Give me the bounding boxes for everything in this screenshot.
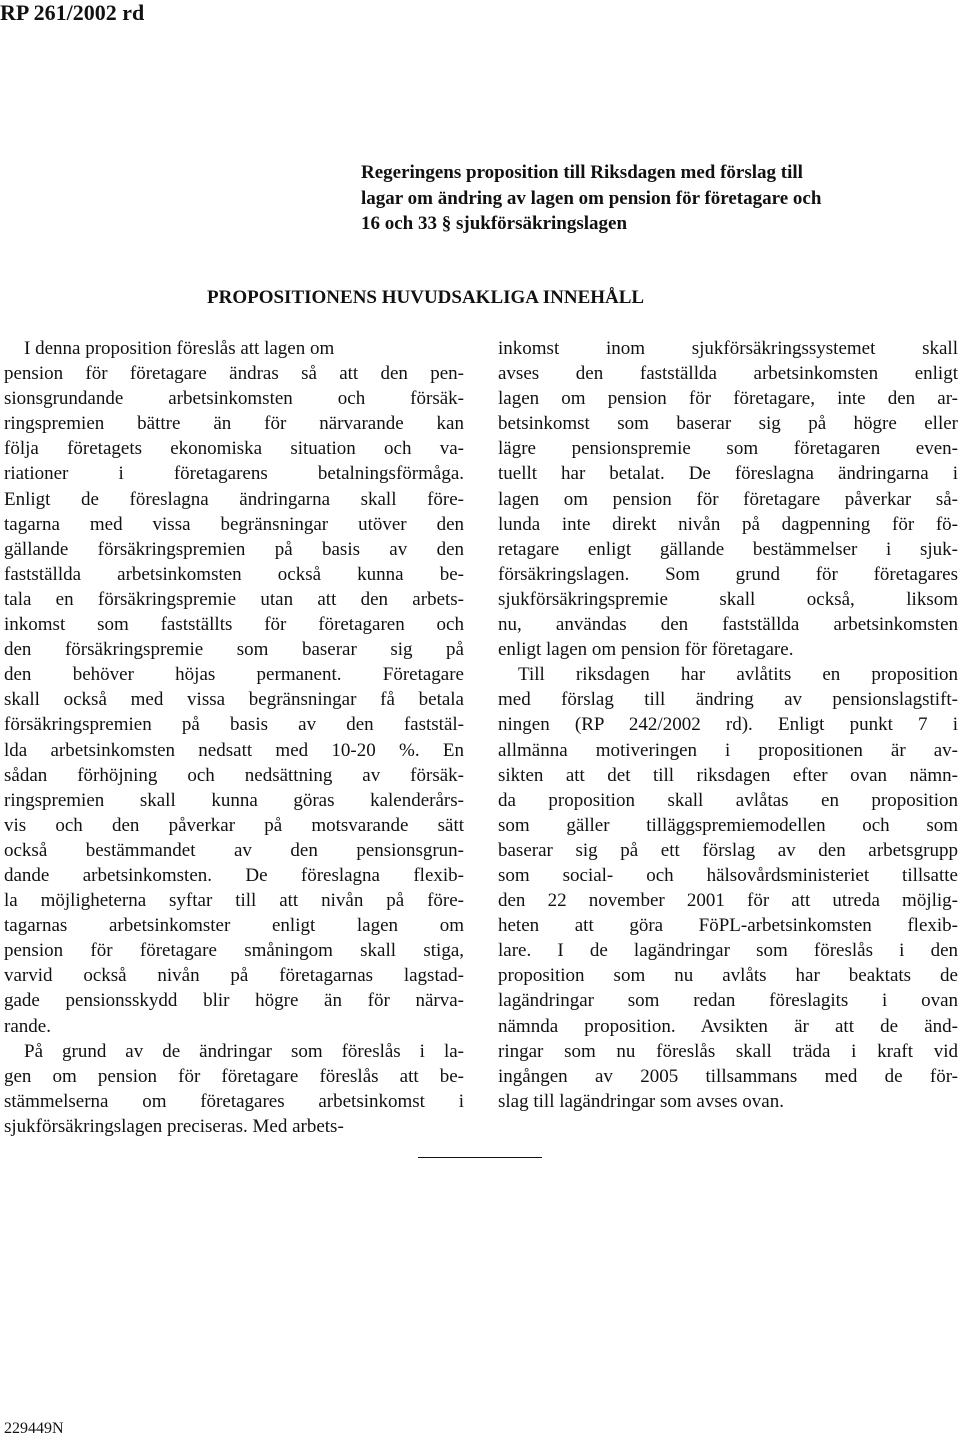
- text-line: ingången av 2005 tillsammans med de för-: [498, 1065, 958, 1087]
- text-line: Enligt de föreslagna ändringarna skall före-: [4, 488, 464, 510]
- text-line: heten att göra FöPL-arbetsinkomsten flexib-: [498, 915, 958, 937]
- text-line: riationer i företagarens betalningsförmåga.: [4, 463, 464, 485]
- text-line: varvid också nivån på företagarnas lagstad-: [4, 965, 464, 987]
- text-line: lagändringar som redan föreslagits i ovan: [498, 990, 958, 1012]
- text-line: sådan förhöjning och nedsättning av försäk-: [4, 764, 464, 786]
- right-column: [498, 336, 958, 1114]
- proposition-title: [361, 160, 958, 237]
- text-line: lare. I de lagändringar som föreslås i den: [498, 940, 958, 962]
- text-line: den försäkringspremie som baserar sig på: [4, 639, 464, 661]
- text-line: slag till lagändringar som avses ovan.: [498, 1090, 784, 1112]
- text-line: allmänna motiveringen i propositionen är av-: [498, 739, 958, 761]
- text-line: den 22 november 2001 för att utreda möjlig-: [498, 890, 958, 912]
- text-line: sjukförsäkringspremie skall också, liksom: [498, 588, 958, 610]
- text-line: som gäller tilläggspremiemodellen och som: [498, 814, 958, 836]
- title-line: 16 och 33 § sjukförsäkringslagen: [361, 213, 628, 234]
- text-line: stämmelserna om företagares arbetsinkomst i: [4, 1090, 464, 1112]
- text-line: betsinkomst som baserar sig på högre eller: [498, 413, 958, 435]
- title-line: Regeringens proposition till Riksdagen med förslag till: [361, 162, 803, 183]
- section-heading: PROPOSITIONENS HUVUDSAKLIGA INNEHÅLL: [207, 287, 645, 308]
- title-line: lagar om ändring av lagen om pension för företagare och: [361, 187, 822, 209]
- text-line: ringspremien bättre än för närvarande kan: [4, 413, 464, 435]
- text-line: gen om pension för företagare föreslås att be-: [4, 1065, 464, 1087]
- text-line: skall också med vissa begränsningar få betala: [4, 689, 464, 711]
- text-line: ringspremien skall kunna göras kalenderårs-: [4, 789, 464, 811]
- text-line: lunda inte direkt nivån på dagpenning för fö-: [498, 513, 958, 535]
- text-line: da proposition skall avlåtas en proposition: [498, 789, 958, 811]
- text-line: gade pensionsskydd blir högre än för närva-: [4, 990, 464, 1012]
- text-line: rande.: [4, 1015, 51, 1037]
- text-line: också bestämmandet av den pensionsgrun-: [4, 839, 464, 861]
- text-line: la möjligheterna syftar till att nivån på före-: [4, 890, 464, 912]
- text-line: tala en försäkringspremie utan att den arbets-: [4, 588, 464, 610]
- text-line: baserar sig på ett förslag av den arbetsgrupp: [498, 839, 958, 861]
- text-line: pension för företagare ändras så att den pen-: [4, 363, 464, 385]
- text-line: den behöver höjas permanent. Företagare: [4, 664, 464, 686]
- text-line: sjukförsäkringslagen preciseras. Med arbets-: [4, 1115, 344, 1137]
- text-line: På grund av de ändringar som föreslås i la-: [24, 1040, 464, 1062]
- text-line: pension för företagare småningom skall stiga,: [4, 940, 464, 962]
- text-line: tagarna med vissa begränsningar utöver den: [4, 513, 464, 535]
- text-line: med förslag till ändring av pensionslagstift-: [498, 689, 958, 711]
- text-line: vis och den påverkar på motsvarande sätt: [4, 814, 464, 836]
- text-line: enligt lagen om pension för företagare.: [498, 639, 794, 661]
- text-line: I denna proposition föreslås att lagen om: [24, 338, 335, 359]
- text-line: lagen om pension för företagare påverkar så-: [498, 488, 958, 510]
- text-line: lägre pensionspremie som företagaren even-: [498, 438, 958, 460]
- document-id: RP 261/2002 rd: [0, 0, 145, 25]
- text-line: avses den fastställda arbetsinkomsten enligt: [498, 363, 958, 385]
- text-line: följa företagets ekonomiska situation och va-: [4, 438, 464, 460]
- text-line: inkomst inom sjukförsäkringssystemet skall: [498, 338, 958, 359]
- text-line: proposition som nu avlåts har beaktats de: [498, 965, 958, 987]
- text-line: dande arbetsinkomsten. De föreslagna flexib-: [4, 864, 464, 886]
- text-line: tuellt har betalat. De föreslagna ändringarna i: [498, 463, 958, 485]
- text-line: sikten att det till riksdagen efter ovan nämn-: [498, 764, 958, 786]
- text-line: ringar som nu föreslås skall träda i kraft vid: [498, 1040, 958, 1062]
- text-line: nu, användas den fastställda arbetsinkomsten: [498, 614, 958, 636]
- text-line: retagare enligt gällande bestämmelser i sjuk-: [498, 538, 958, 560]
- text-line: inkomst som fastställts för företagaren och: [4, 614, 464, 636]
- text-line: som social- och hälsovårdsministeriet tillsatte: [498, 864, 958, 886]
- text-line: fastställda arbetsinkomsten också kunna be-: [4, 563, 464, 585]
- text-line: Till riksdagen har avlåtits en proposition: [518, 664, 958, 686]
- text-line: lagen om pension för företagare, inte den ar-: [498, 388, 958, 410]
- text-line: nämnda proposition. Avsikten är att de änd-: [498, 1015, 958, 1037]
- text-line: försäkringslagen. Som grund för företagares: [498, 563, 958, 585]
- text-line: försäkringspremien på basis av den faststäl-: [4, 714, 464, 736]
- text-line: lda arbetsinkomsten nedsatt med 10-20 %. En: [4, 739, 464, 761]
- footnote-rule: [418, 1157, 542, 1158]
- text-line: ningen (RP 242/2002 rd). Enligt punkt 7 i: [498, 714, 958, 736]
- text-line: sionsgrundande arbetsinkomsten och försäk-: [4, 388, 464, 410]
- text-line: gällande försäkringspremien på basis av den: [4, 538, 464, 560]
- footer-code: 229449N: [4, 1420, 64, 1437]
- text-line: tagarnas arbetsinkomster enligt lagen om: [4, 915, 464, 937]
- left-column: [4, 336, 464, 1139]
